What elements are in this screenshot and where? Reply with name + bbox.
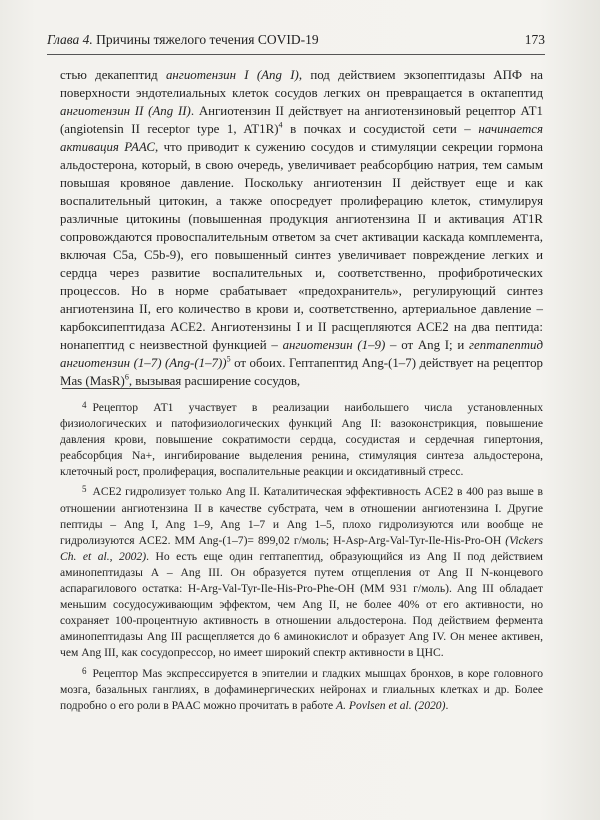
footnote-divider: [62, 388, 180, 389]
footnote-4: [60, 397, 543, 480]
main-paragraph: [60, 66, 543, 390]
text-run: стью декапептид: [60, 68, 166, 82]
text-run: , вызывая расширение сосудов,: [128, 374, 301, 388]
footnote-number: 5: [82, 484, 87, 495]
text-run: в почках и сосудистой сети –: [282, 122, 479, 136]
footnote-5: [60, 481, 543, 661]
footnote-text: Рецептор Mas экспрессируется в эпителии и гладких мышцах бронхов, в коре головного мозга, базальных ганглиях, в дофаминергических нейронах и глиальных клетках и др. Более подробно о его роли в РААС можно прочитать в работе: [60, 666, 543, 712]
footnote-text: Рецептор АТ1 участвует в реализации наибольшего числа установленных физиологических и патофизиологических функций Ang II: вазоконстрикция, повышение давления крови, повышение сократимости сердца, сосудистая и сердечная гипертония, реабсорбция Na+, ингибирование выделения ренина, стимуляция синтеза альдостерона, клеточный рост, пролиферация, воспалительные реакции и оксидативный стресс.: [60, 401, 543, 479]
term-ang-i: ангиотензин I (Ang I): [165, 68, 299, 82]
text-run: . Ангиотензин II действует на ангиотензиновый рецептор АТ1 (angiotensin II receptor type 1, AT1R): [60, 104, 543, 136]
footnote-ref-4: 4: [278, 120, 283, 130]
term-raas-activation: начинается активация РААС: [60, 122, 543, 154]
main-text: [60, 66, 543, 390]
chapter-name: Причины тяжелого течения COVID-19: [92, 32, 319, 47]
text-run: , что приводит к сужению сосудов и стимуляции секреции гормона альдостерона, который, в свою очередь, увеличивает реабсорбцию натрия, тем самым повышая кровяное давление. Поскольку ангиотензин II действует еще и как воспалительный цитокин, а также опосредует пролиферацию клеток, стимулируя различные цитокины (повышенная продукция ангиотензина II и активация AT1R сопровождаются провоспалительным ответом за счет активации каскада комплемента, включая С5а, С5b-9), его повышенный синтез увеличивает повреждение легких и сердца через развитие воспалительных и, соответственно, профибротических процессов. Но в норме срабатывает «предохранитель», регулирующий синтез ангиотензина II, его количество в крови и, соответственно, артериальное давление – карбоксипептидаза ACE2. Ангиотензины I и II расщепляются ACE2 на два пептида: нонапептид с неизвестной функцией –: [60, 140, 543, 352]
page-number: 173: [524, 32, 545, 47]
running-header: [47, 32, 545, 55]
footnote-text: . Но есть еще один гептапептид, образующийся из Ang II под действием аминопептидазы А – Ang III. Он образуется путем отщепления от Ang II N-концевого аспарагилового остатка: H-Arg-Val-Tyr-Ile-His-Pro-Phe-OH (MM 931 г/моль). Ang III обладает меньшим сосудосуживающим эффектом, чем Ang II, не более 40% от его активности, но сохраняет 100-процентную активность в отношении альдостерона. Под действием фермента аминопептидазы Ang III расщепляется до 6 аминокислот и образует Ang IV. Он менее активен, чем Ang III, как сосудопрессор, но имеет широкий спектр активности в ЦНС.: [60, 549, 544, 660]
footnotes: [60, 397, 543, 715]
text-run: – от Ang I; и: [385, 338, 470, 352]
footnote-number: 6: [82, 665, 87, 676]
term-ang-1-9: ангиотензин (1–9): [282, 338, 386, 352]
chapter-prefix: Глава 4.: [47, 32, 93, 47]
footnote-number: 4: [82, 400, 87, 410]
chapter-title: [47, 32, 319, 48]
citation: A. Povlsen et al. (2020): [336, 698, 446, 712]
text-run: , под действием экзопептидазы АПФ на поверхности эндотелиальных клеток сосудов легких он превращается в октапептид: [60, 68, 543, 100]
citation: (Vickers Ch. et al., 2002): [60, 533, 543, 563]
footnote-6: [60, 663, 543, 714]
term-ang-1-7: гептапептид ангиотензин (1–7) (Ang-(1–7)): [60, 338, 544, 370]
term-ang-ii: ангиотензин II (Ang II): [60, 104, 191, 118]
footnote-ref-5: 5: [226, 354, 231, 364]
text-run: от обоих. Гептапептид Ang-(1–7) действует на рецептор Mas (MasR): [60, 356, 543, 388]
footnote-text: .: [445, 698, 449, 712]
footnote-ref-6: 6: [124, 372, 129, 382]
footnote-text: ACE2 гидролизует только Ang II. Каталитическая эффективность ACE2 в 400 раз выше в отношении ангиотензина II в качестве субстрата, чем в отношении ангиотензина I. Другие пептиды – Ang I, Ang 1–9, Ang 1–7 и Ang 1–5, плохо гидролизуются или вообще не гидролизуются ACE2. MM Ang-(1–7)= 899,02 г/моль; H-Asp-Arg-Val-Tyr-Ile-His-Pro-OH: [60, 485, 543, 547]
